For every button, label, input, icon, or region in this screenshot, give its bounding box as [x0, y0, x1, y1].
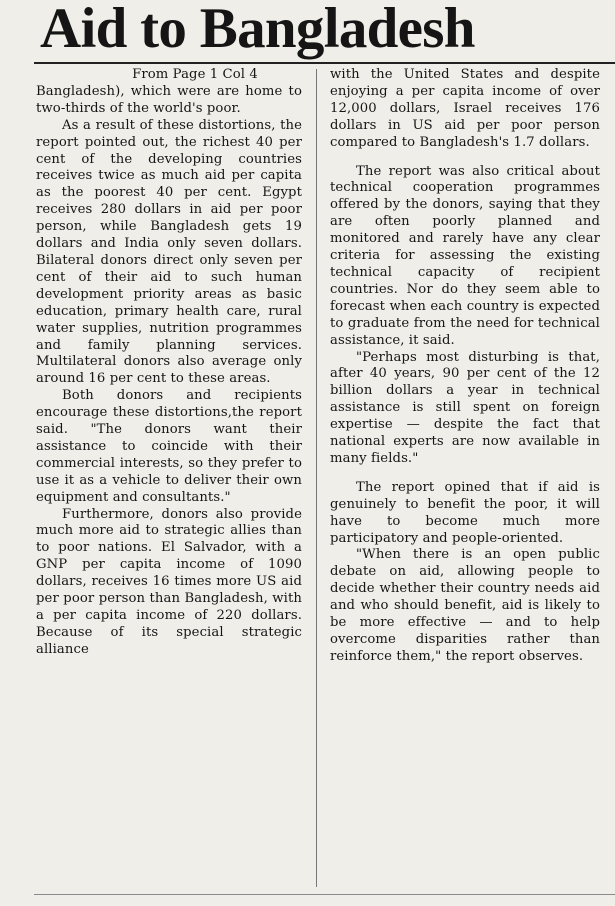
jump-line: From Page 1 Col 4	[132, 67, 258, 82]
column-divider	[316, 69, 317, 887]
right-paragraph-3: "Perhaps most disturbing is that, after 40 years, 90 per cent of the 12 billion dollars a year in technical assistance is still spent on foreign expertise — despite the fact that national experts are now available in many fields."	[330, 349, 600, 466]
left-paragraph-3: Both donors and recipients encourage these distortions,the report said. "The donors want their assistance to coincide with their commercial interests, so they prefer to use it as a vehicle to deliver their own equipment and consultants."	[36, 388, 302, 505]
right-paragraph-4: The report opined that if aid is genuinely to benefit the poor, it will have to become much more participatory and people-oriented.	[330, 479, 600, 546]
headline-rule	[34, 62, 615, 64]
headline: Aid to Bangladesh	[40, 0, 475, 60]
left-column	[36, 67, 302, 659]
left-paragraph-1: Bangladesh), which were are home to two-thirds of the world's poor.	[36, 83, 302, 116]
right-paragraph-2: The report was also critical about technical cooperation programmes offered by the donors, saying that they are often poorly planned and monitored and rarely have any clear criteria for assessing the existing technical capacity of recipient countries. Nor do they seem able to forecast when each country is expected to graduate from the need for technical assistance, it said.	[330, 163, 600, 348]
bottom-rule	[34, 894, 615, 895]
right-paragraph-1: with the United States and despite enjoying a per capita income of over 12,000 dollars, Israel receives 176 dollars in US aid per poor person compared to Bangladesh's 1.7 dollars.	[330, 67, 600, 150]
right-column	[330, 67, 600, 666]
left-paragraph-4: Furthermore, donors also provide much more aid to strategic allies than to poor nations. El Salvador, with a GNP per capita income of 1090 dollars, receives 16 times more US aid per poor person than Bangladesh, with a per capita income of 220 dollars. Because of its special strategic alliance	[36, 506, 302, 657]
right-paragraph-5: "When there is an open public debate on aid, allowing people to decide whether their country needs aid and who should benefit, aid is likely to be more effective — and to help overcome disparities rather than reinforce them," the report observes.	[330, 547, 600, 664]
left-paragraph-2: As a result of these distortions, the report pointed out, the richest 40 per cent of the developing countries receives twice as much aid per capita as the poorest 40 per cent. Egypt receives 280 dollars in aid per poor person, while Bangladesh gets 19 dollars and India only seven dollars. Bilateral donors direct only seven per cent of their aid to such human development priority areas as basic education, primary health care, rural water supplies, nutrition programmes and family planning services. Multilateral donors also average only around 16 per cent to these areas.	[36, 117, 302, 387]
